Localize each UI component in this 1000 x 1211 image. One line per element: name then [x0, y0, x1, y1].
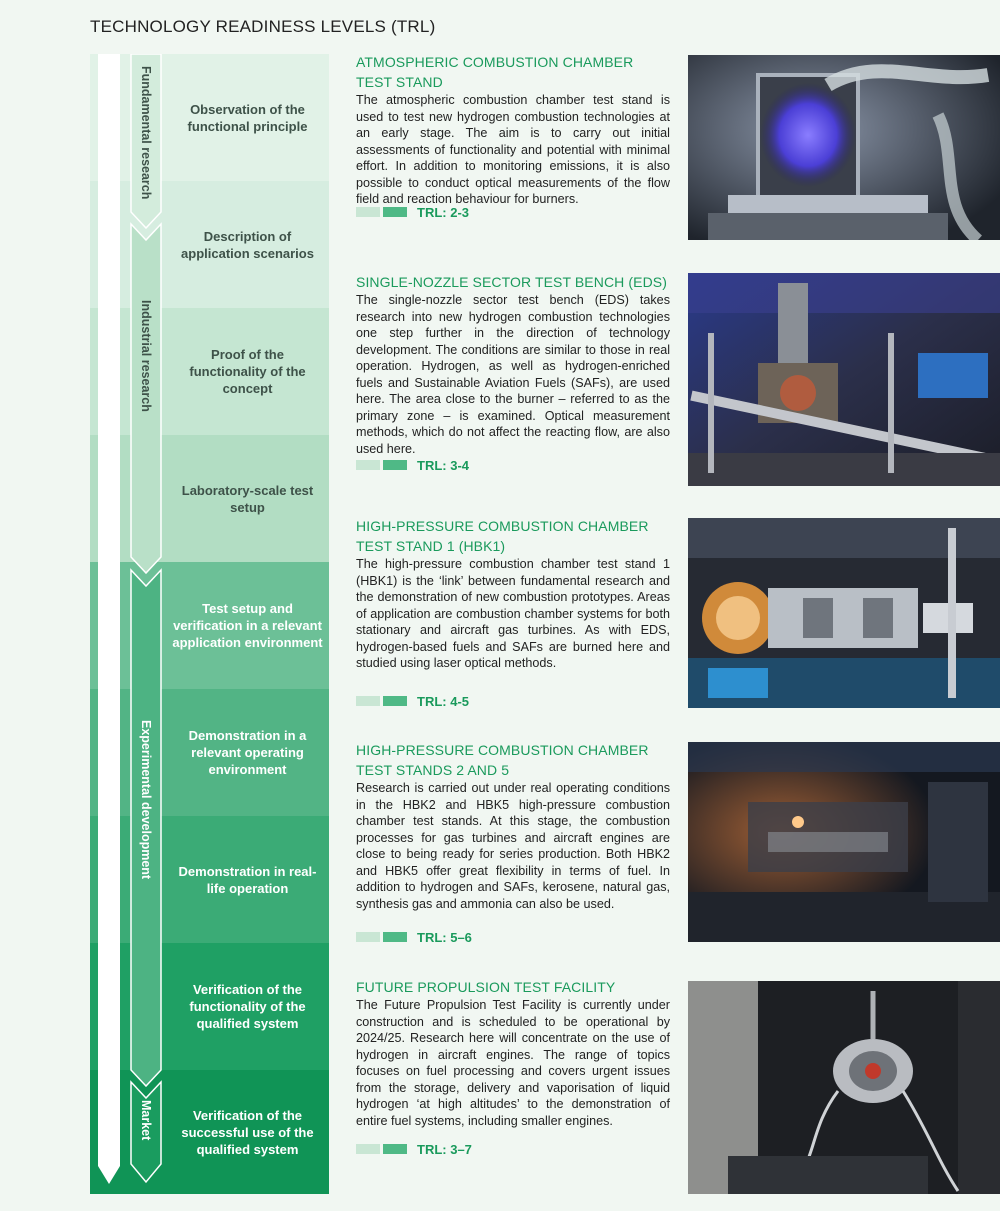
section-title: HIGH-PRESSURE COMBUSTION CHAMBER TEST STAND 1 (HBK1)	[356, 518, 649, 554]
blue-flame-burner-photo	[688, 55, 1000, 240]
trl-tag	[356, 695, 469, 707]
trl-tag-label: TRL: 5–6	[417, 929, 472, 945]
test-bench-lab-photo	[688, 273, 1000, 486]
section-hbk2-hbk5	[356, 740, 670, 912]
section-title: ATMOSPHERIC COMBUSTION CHAMBER TEST STAND	[356, 54, 634, 90]
section-title: FUTURE PROPULSION TEST FACILITY	[356, 979, 616, 995]
progression-arrow	[98, 54, 122, 1186]
trl-tag	[356, 459, 469, 471]
trl-tag-bar-icon	[356, 932, 380, 942]
trl-level-4	[90, 435, 329, 562]
trl-description: Observation of the functional principle	[187, 101, 308, 134]
section-body: The Future Propulsion Test Facility is currently under construction and is scheduled to be operational by 2024/25. Research here will concentrate on the use of hydrogen in aircraft engines. The range of topics focuses on fuel processing and covers urgent issues from the storage, delivery and vaporisation of liquid hydrogen ‘at high altitudes’ to the demonstration of entire fuel systems, including smaller engines.	[356, 998, 670, 1128]
test-hall-night-photo	[688, 742, 1000, 942]
trl-description: Description of application scenarios	[181, 228, 314, 261]
trl-tag	[356, 1143, 472, 1155]
engine-test-rig-photo	[688, 981, 1000, 1194]
trl-level-8	[90, 943, 329, 1070]
trl-description: Laboratory-scale test setup	[181, 482, 314, 515]
trl-level-5	[90, 562, 329, 689]
trl-level-7	[90, 816, 329, 943]
trl-tag-bar-icon	[383, 932, 407, 942]
phase-label-fundamental: Fundamental research	[139, 66, 153, 200]
trl-tag-label: TRL: 2-3	[417, 204, 469, 220]
section-atmospheric	[356, 52, 670, 208]
trl-level-9	[90, 1070, 329, 1194]
high-pressure-chamber-photo	[688, 518, 1000, 708]
section-title: SINGLE-NOZZLE SECTOR TEST BENCH (EDS)	[356, 274, 667, 290]
trl-ladder	[90, 54, 329, 1194]
section-body: The single-nozzle sector test bench (EDS) takes research into new hydrogen combustion technologies one step further in the direction of technology development. The conditions are similar to those in real operation. Hydrogen, as well as hydrogen-enriched fuels and Sustainable Aviation Fuels (SAFs), are used here. The area close to the burner – referred to as the primary zone – is examined. Optical measurement methods, which do not affect the reacting flow, are also used here.	[356, 293, 670, 456]
trl-description: Proof of the functionality of the concept	[189, 347, 306, 396]
trl-tag-label: TRL: 3-4	[417, 457, 469, 473]
trl-tag-bar-icon	[383, 207, 407, 217]
phase-chevrons	[130, 54, 166, 1186]
trl-description: Verification of the functionality of the qualified system	[189, 982, 306, 1031]
page-title: TECHNOLOGY READINESS LEVELS (TRL)	[90, 17, 436, 36]
phase-label-experimental: Experimental development	[139, 720, 153, 880]
trl-description: Test setup and verification in a relevant application environment	[172, 601, 323, 650]
trl-tag	[356, 206, 469, 218]
section-hbk1	[356, 516, 670, 672]
trl-level-1	[90, 54, 329, 181]
trl-tag-bar-icon	[356, 207, 380, 217]
trl-description: Verification of the successful use of the qualified system	[181, 1107, 314, 1157]
trl-description: Demonstration in a relevant operating environment	[188, 728, 307, 777]
trl-tag-label: TRL: 4-5	[417, 693, 469, 709]
trl-level-2	[90, 181, 329, 308]
section-body: The atmospheric combustion chamber test stand is used to test new hydrogen combustion technologies at an early stage. The aim is to carry out initial assessments of functionality and potential with minimal effort. In addition to monitoring emissions, it is also possible to conduct optical measurements of the flow field and reaction behaviour for burners.	[356, 93, 670, 206]
trl-tag-bar-icon	[383, 696, 407, 706]
trl-tag-bar-icon	[356, 460, 380, 470]
trl-tag-label: TRL: 3–7	[417, 1141, 472, 1157]
section-eds	[356, 272, 670, 457]
section-body: The high-pressure combustion chamber test stand 1 (HBK1) is the ‘link’ between fundamental research and the demonstration of new combustion prototypes. Areas of application are combustion chamber systems for both stationary and aircraft gas turbines. As with EDS, hydrogen-based fuels and SAFs are burned here and studied using laser optical methods.	[356, 557, 670, 670]
phase-label-market: Market	[139, 1100, 153, 1141]
trl-description: Demonstration in real-life operation	[178, 863, 317, 896]
phase-label-industrial: Industrial research	[139, 300, 153, 412]
trl-tag-bar-icon	[356, 696, 380, 706]
trl-level-6	[90, 689, 329, 816]
section-title: HIGH-PRESSURE COMBUSTION CHAMBER TEST STANDS 2 AND 5	[356, 742, 649, 778]
trl-tag-bar-icon	[356, 1144, 380, 1154]
trl-tag-bar-icon	[383, 1144, 407, 1154]
trl-tag	[356, 931, 472, 943]
section-body: Research is carried out under real operating conditions in the HBK2 and HBK5 high-pressure combustion chamber test stands. At this stage, the combustion processes for gas turbines and aircraft engines are close to being ready for series production. Both HBK2 and HBK5 offer great flexibility in terms of fuel. In addition to hydrogen and SAFs, kerosene, natural gas, synthesis gas and ammonia can also be used.	[356, 781, 670, 911]
section-future-propulsion	[356, 977, 670, 1129]
trl-level-3	[90, 308, 329, 435]
trl-tag-bar-icon	[383, 460, 407, 470]
